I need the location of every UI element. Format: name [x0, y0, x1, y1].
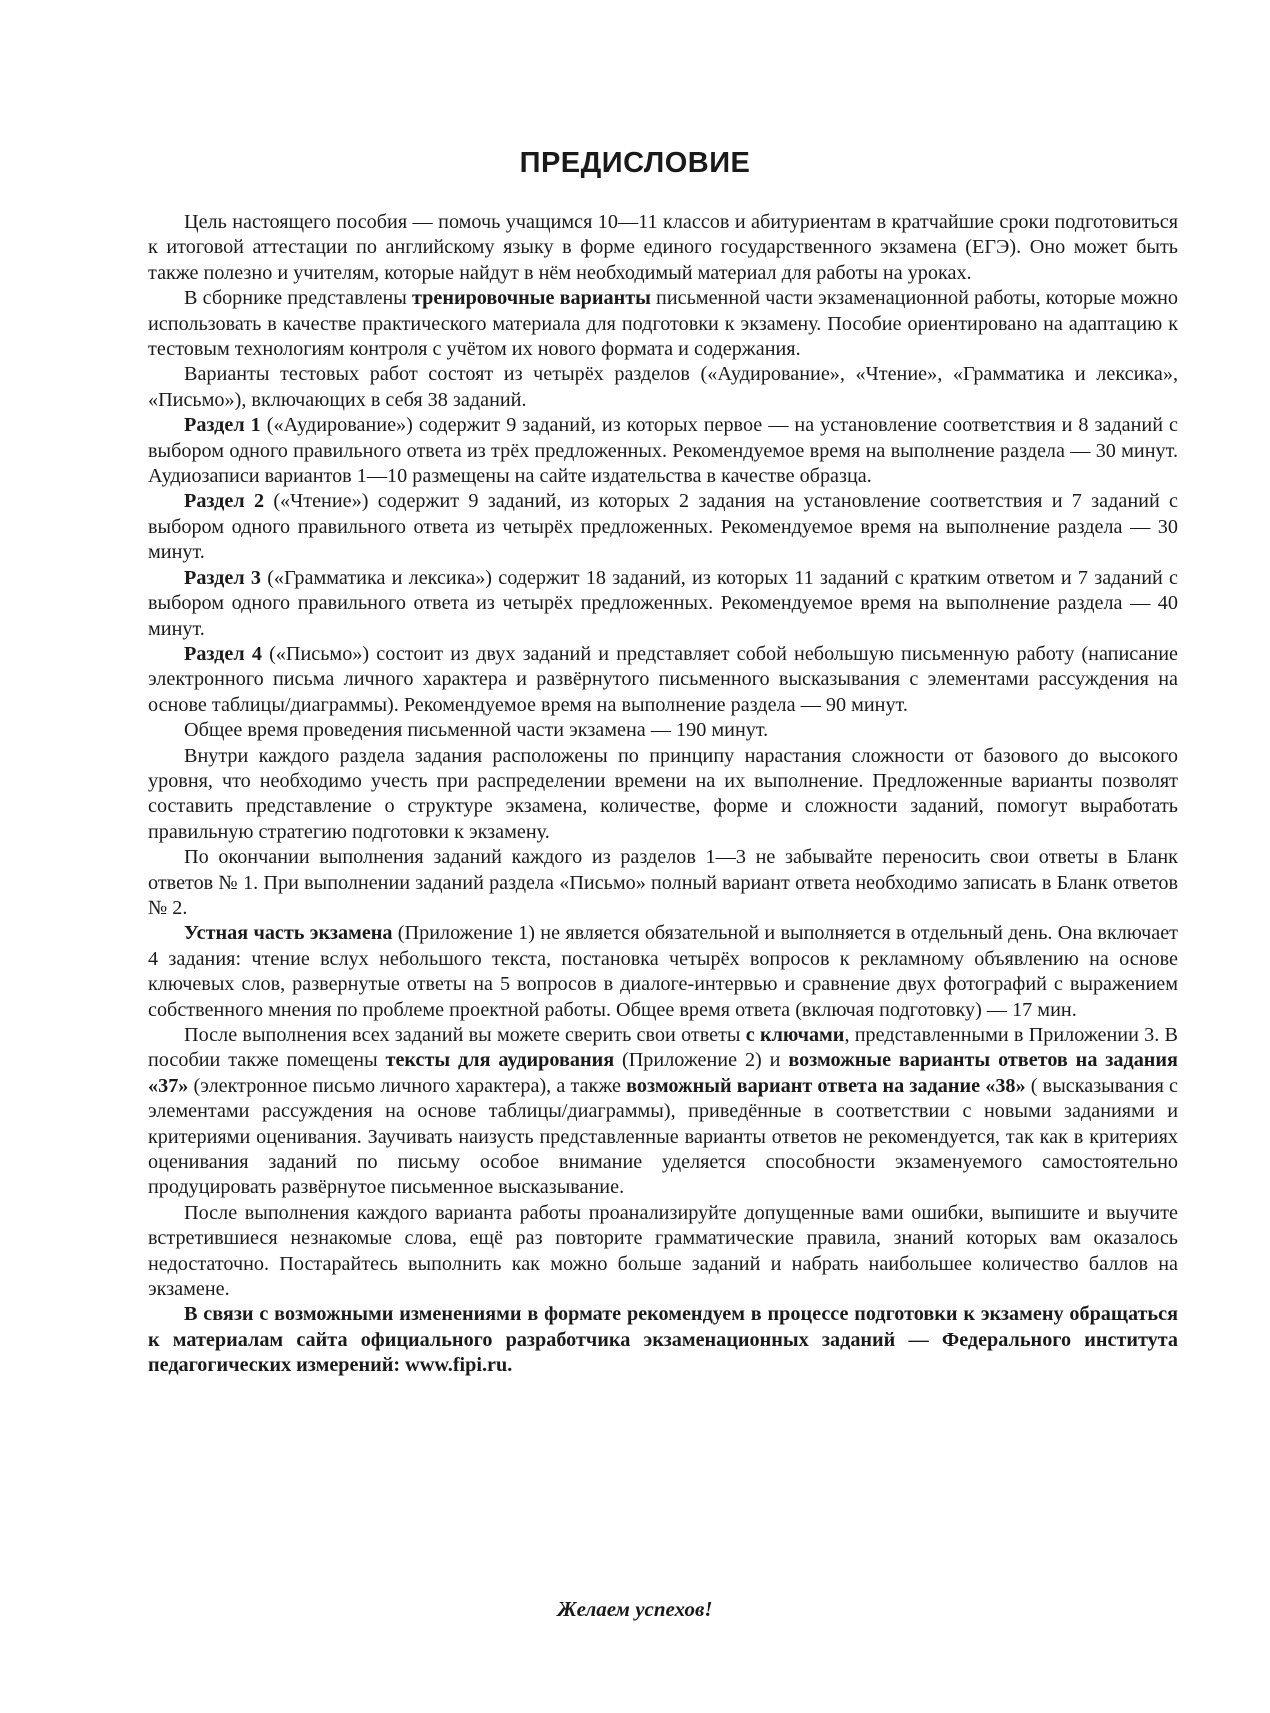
paragraph: [148, 744, 1178, 846]
text-run: Варианты тестовых работ состоят из четырёх разделов («Аудирование», «Чтение», «Грамматика и лексика», «Письмо»), включающих в себя 38 заданий.: [148, 363, 1178, 411]
text-run: («Грамматика и лексика») содержит 18 заданий, из которых 11 заданий с кратким ответом и 7 заданий с выбором одного правильного ответа из четырёх предложенных. Рекомендуемое время на выполнение раздела — 40 минут.: [148, 566, 1178, 640]
bold-text: Раздел 1: [184, 414, 261, 437]
text-run: , представленными в Приложении 3. В пособии также помещены: [148, 1024, 1179, 1072]
paragraph: [148, 845, 1178, 921]
text-run: В сборнике представлены: [184, 287, 412, 310]
text-run: Цель настоящего пособия — помочь учащимся 10—11 классов и абитуриентам в кратчайшие сроки подготовиться к итоговой аттестации по английскому языку в форме единого государственного экзамена (ЕГЭ). Оно может быть также полезно и учителям, которые найдут в нём необходимый материал для работы на уроках.: [148, 211, 1178, 284]
bold-text: Раздел 3: [184, 566, 261, 589]
paragraph: [148, 210, 1178, 286]
bold-text: с ключами: [745, 1024, 845, 1046]
text-run: (электронное письмо личного характера), а также: [188, 1074, 627, 1097]
paragraph: [148, 1023, 1178, 1201]
paragraph: [148, 642, 1178, 718]
text-run: письменной части экзаменационной работы, которые можно использовать в качестве практического материала для подготовки к экзамену. Пособие ориентировано на адаптацию к тестовым технологиям контроля с учётом их нового формата и содержания.: [148, 287, 1179, 361]
bold-text: тексты для аудирования: [385, 1049, 615, 1072]
paragraph: [148, 921, 1178, 1023]
text-run: Внутри каждого раздела задания расположены по принципу нарастания сложности от базового до высокого уровня, что необходимо учесть при распределении времени на их выполнение. Предложенные варианты позволят составить представление о структуре экзамена, количестве, форме и сложности заданий, помогут выработать правильную стратегию подготовки к экзамену.: [148, 744, 1178, 843]
closing-line: Желаем успехов!: [557, 1597, 713, 1621]
text-run: По окончании выполнения заданий каждого из разделов 1—3 не забывайте переносить свои ответы в Бланк ответов № 1. При выполнении заданий раздела «Письмо» полный вариант ответа необходимо записать в Бланк ответов № 2.: [148, 846, 1178, 919]
paragraph: [148, 718, 1178, 743]
paragraph: [148, 1201, 1178, 1303]
bold-text: возможный вариант ответа на задание «38»: [626, 1074, 1026, 1097]
paragraph: [148, 413, 1178, 489]
text-run: После выполнения всех заданий вы можете сверить свои ответы: [184, 1024, 746, 1046]
text-run: («Аудирование») содержит 9 заданий, из которых первое — на установление соответствия и 8 заданий с выбором одного правильного ответа из трёх предложенных. Рекомендуемое время на выполнение раздела — 30 минут. Аудиозаписи вариантов 1—10 размещены на сайте издательства в качестве образца.: [148, 414, 1178, 488]
paragraph: [148, 566, 1178, 642]
text-run: («Письмо») состоит из двух заданий и представляет собой небольшую письменную работу (написание электронного письма личного характера и развёрнутого письменного высказывания с элементами рассуждения на основе таблицы/диаграммы). Рекомендуемое время на выполнение раздела — 90 минут.: [148, 642, 1178, 716]
bold-text: В связи с возможными изменениями в формате рекомендуем в процессе подготовки к экзамену обращаться к материалам сайта официального разработчика экзаменационных заданий — Федерального института педагогических измерений: www.fipi.ru.: [148, 1303, 1178, 1377]
page-title: ПРЕДИСЛОВИЕ: [519, 147, 751, 180]
bold-text: тренировочные варианты: [411, 287, 651, 310]
paragraph: [148, 489, 1178, 565]
text-run: Общее время проведения письменной части экзамена — 190 минут.: [184, 719, 769, 742]
bold-text: Раздел 2: [184, 490, 265, 513]
bold-text: возможные варианты ответов на задания «37»: [148, 1049, 1178, 1097]
body-text: [148, 210, 1178, 1379]
text-run: ( высказывания с элементами рассуждения на основе таблицы/диаграммы), приведённые в соответствии с новыми заданиями и критериями оценивания. Заучивать наизусть представленные варианты ответов не рекомендуется, так как в критериях оценивания заданий по письму особое внимание уделяется способности экзаменуемого самостоятельно продуцировать развёрнутое письменное высказывание.: [148, 1074, 1178, 1199]
paragraph: [148, 286, 1178, 362]
paragraph: [148, 362, 1178, 413]
bold-text: Раздел 4: [184, 642, 262, 665]
bold-text: Устная часть экзамена: [184, 922, 393, 945]
text-run: (Приложение 1) не является обязательной и выполняется в отдельный день. Она включает 4 задания: чтение вслух небольшого текста, постановка четырёх вопросов к рекламному объявлению на основе ключевых слов, развернутые ответы на 5 вопросов в диалоге-интервью и сравнение двух фотографий с выражением собственного мнения по проблеме проектной работы. Общее время ответа (включая подготовку) — 17 мин.: [148, 922, 1179, 1021]
paragraph: [148, 1302, 1178, 1378]
text-run: (Приложение 2) и: [614, 1049, 789, 1072]
text-run: После выполнения каждого варианта работы проанализируйте допущенные вами ошибки, выпишите и выучите встретившиеся незнакомые слова, ещё раз повторите грамматические правила, знаний которых вам оказалось недостаточно. Постарайтесь выполнить как можно больше заданий и набрать наибольшее количество баллов на экзамене.: [148, 1201, 1178, 1301]
text-run: («Чтение») содержит 9 заданий, из которых 2 задания на установление соответствия и 7 заданий с выбором одного правильного ответа из четырёх предложенных. Рекомендуемое время на выполнение раздела — 30 минут.: [148, 490, 1178, 564]
